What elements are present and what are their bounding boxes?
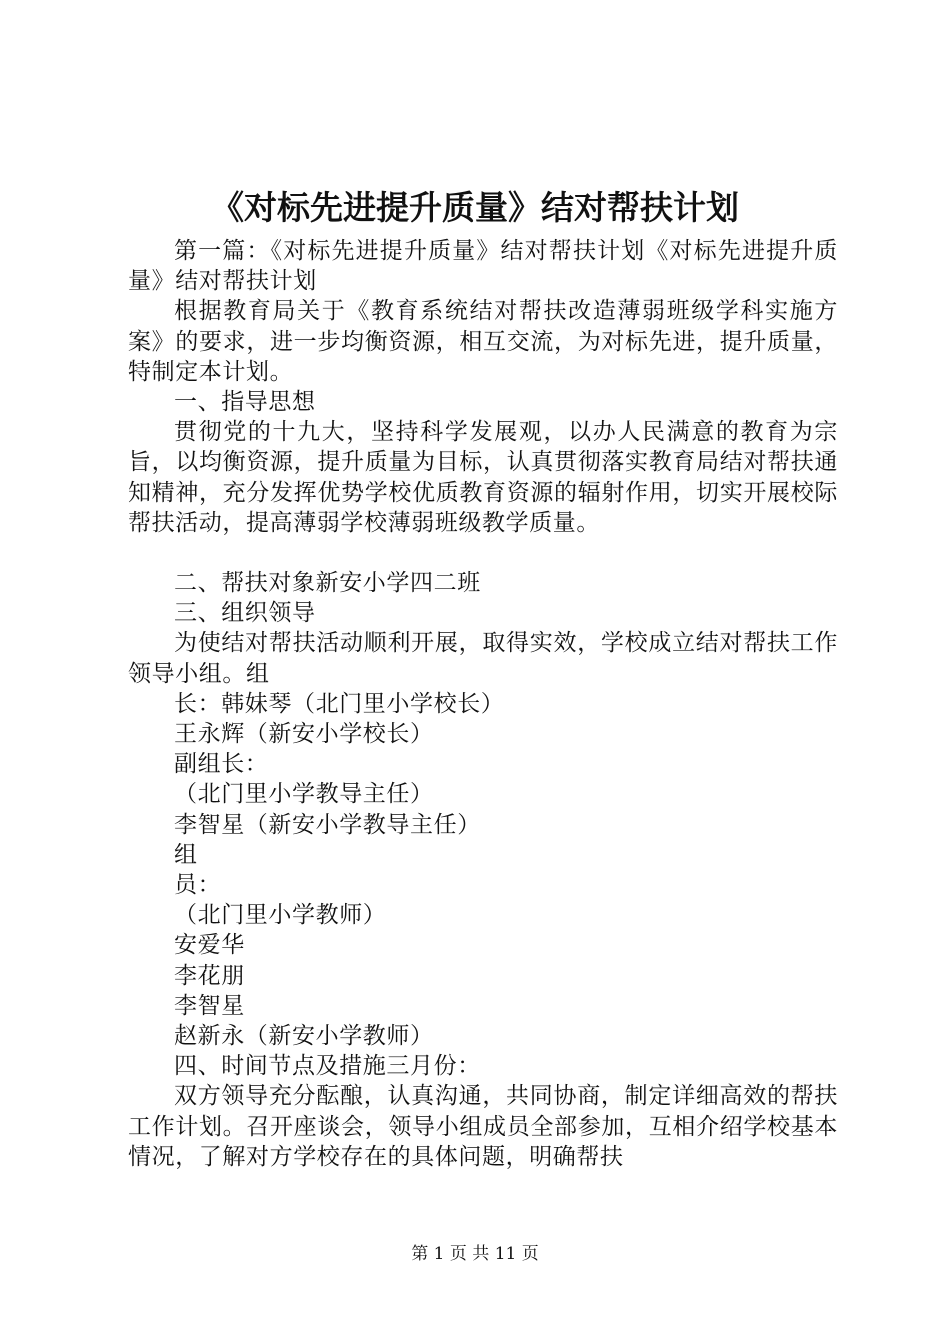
paragraph-guiding-thought: 贯彻党的十九大，坚持科学发展观，以办人民满意的教育为宗旨，以均衡资源，提升质量为目标，认真贯彻落实教育局结对帮扶通知精神，充分发挥优势学校优质教育资源的辐射作用，切实开展校际帮扶活动，提高薄弱学校薄弱班级教学质量。: [128, 419, 838, 536]
list-item: 安爱华: [174, 932, 245, 959]
document-title: 《对标先进提升质量》结对帮扶计划: [211, 188, 739, 227]
paragraph-intro: 根据教育局关于《教育系统结对帮扶改造薄弱班级学科实施方案》的要求，进一步均衡资源，相互交流，为对标先进，提升质量，特制定本计划。: [128, 298, 838, 385]
list-item: （北门里小学教导主任）: [174, 781, 434, 808]
document-body: [128, 236, 838, 1172]
list-item: 王永辉（新安小学校长）: [174, 721, 434, 748]
paragraph-gap: [128, 538, 838, 568]
paragraph-organization: 为使结对帮扶活动顺利开展，取得实效，学校成立结对帮扶工作领导小组。组: [128, 630, 838, 687]
heading-timeline: 四、时间节点及措施三月份：: [174, 1053, 481, 1080]
list-item: 赵新永（新安小学教师）: [174, 1023, 434, 1050]
paragraph-timeline: 双方领导充分酝酿，认真沟通，共同协商，制定详细高效的帮扶工作计划。召开座谈会，领导小组成员全部参加，互相介绍学校基本情况，了解对方学校存在的具体问题，明确帮扶: [128, 1083, 838, 1170]
list-item: 组: [174, 841, 198, 868]
heading-organization: 三、组织领导: [174, 600, 316, 627]
heading-target: 二、帮扶对象新安小学四二班: [174, 570, 481, 597]
heading-guiding-thought: 一、指导思想: [174, 389, 316, 416]
list-item: 李智星: [174, 992, 245, 1019]
list-item: 李智星（新安小学教导主任）: [174, 811, 481, 838]
list-item: 副组长：: [174, 751, 269, 778]
list-item: 员：: [174, 872, 222, 899]
list-item: 长：韩妹琴（北门里小学校长）: [174, 690, 505, 717]
list-item: 李花朋: [174, 962, 245, 989]
list-item: （北门里小学教师）: [174, 902, 387, 929]
paragraph-first-article: 第一篇：《对标先进提升质量》结对帮扶计划《对标先进提升质量》结对帮扶计划: [128, 238, 838, 295]
page-number: 第 1 页 共 11 页: [411, 1244, 539, 1264]
